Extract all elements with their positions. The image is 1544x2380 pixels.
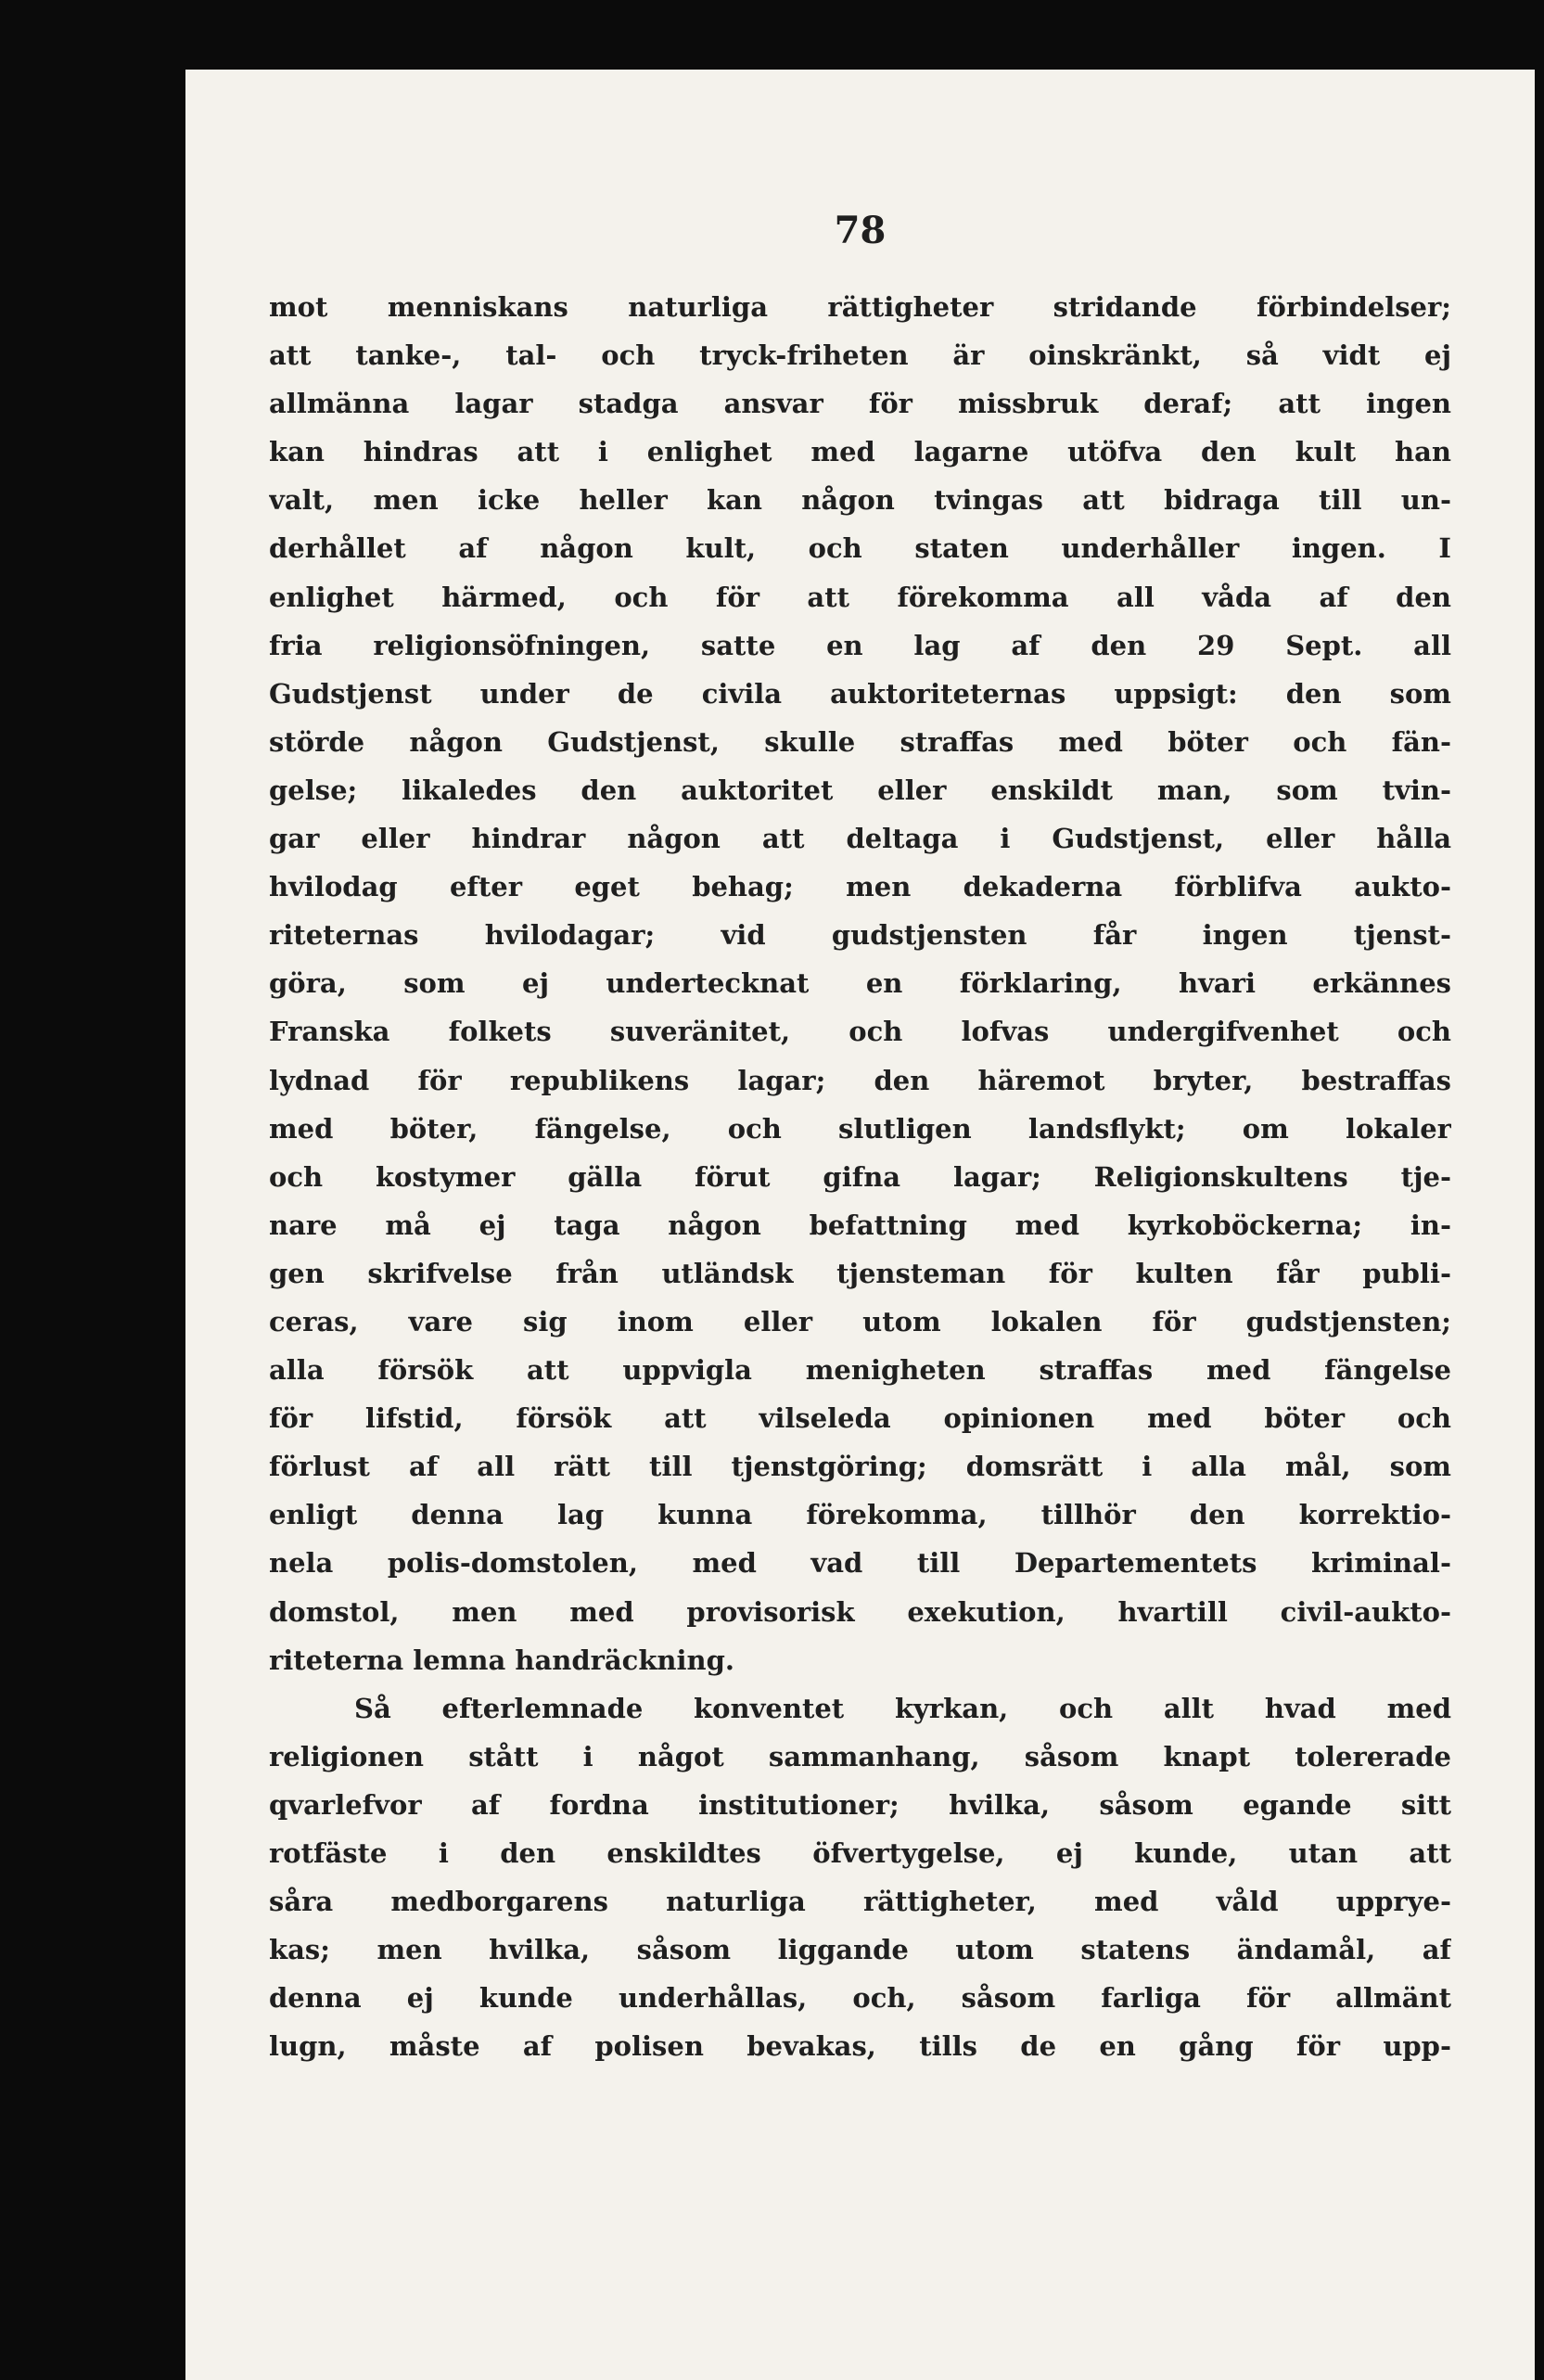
text-line: riteternas hvilodagar; vid gudstjensten får ingen tjenst- xyxy=(269,919,1451,952)
text-line: riteterna lemna handräckning. xyxy=(269,1644,734,1676)
text-line: Franska folkets suveränitet, och lofvas undergifvenhet och xyxy=(269,1016,1451,1048)
text-line: mot menniskans naturliga rättigheter stridande förbindelser; xyxy=(269,291,1451,323)
text-line: och kostymer gälla förut gifna lagar; Religionskultens tje- xyxy=(269,1160,1451,1193)
text-line: valt, men icke heller kan någon tvingas att bidraga till un- xyxy=(269,484,1451,517)
text-line: nela polis-domstolen, med vad till Departementets kriminal- xyxy=(269,1547,1451,1580)
text-line: enlighet härmed, och för att förekomma all våda af den xyxy=(269,581,1451,613)
text-line: denna ej kunde underhållas, och, såsom farliga för allmänt xyxy=(269,1982,1451,2015)
text-line: Så efterlemnade konventet kyrkan, och allt hvad med xyxy=(354,1692,1451,1724)
text-line: qvarlefvor af fordna institutioner; hvilka, såsom egande sitt xyxy=(269,1788,1451,1821)
text-line: Gudstjenst under de civila auktoriteternas uppsigt: den som xyxy=(269,677,1451,710)
text-line: förlust af all rätt till tjenstgöring; domsrätt i alla mål, som xyxy=(269,1451,1451,1483)
text-line: kan hindras att i enlighet med lagarne utöfva den kult han xyxy=(269,436,1451,468)
text-line: rotfäste i den enskildtes öfvertygelse, ej kunde, utan att xyxy=(269,1837,1451,1869)
text-line: alla försök att uppvigla menigheten straffas med fängelse xyxy=(269,1354,1451,1387)
text-line: nare må ej taga någon befattning med kyrkoböckerna; in- xyxy=(269,1209,1451,1241)
text-line: domstol, men med provisorisk exekution, hvartill civil-aukto- xyxy=(269,1595,1451,1628)
body-text xyxy=(269,283,1451,2070)
text-line: kas; men hvilka, såsom liggande utom statens ändamål, af xyxy=(269,1934,1451,1966)
text-line: med böter, fängelse, och slutligen landsflykt; om lokaler xyxy=(269,1112,1451,1145)
text-line: att tanke-, tal- och tryck-friheten är oinskränkt, så vidt ej xyxy=(269,339,1451,372)
text-line: enligt denna lag kunna förekomma, tillhör den korrektio- xyxy=(269,1499,1451,1531)
text-line: för lifstid, försök att vilseleda opinionen med böter och xyxy=(269,1402,1451,1435)
text-line: fria religionsöfningen, satte en lag af den 29 Sept. all xyxy=(269,629,1451,661)
text-line: hvilodag efter eget behag; men dekaderna förblifva aukto- xyxy=(269,871,1451,903)
text-line: derhållet af någon kult, och staten underhåller ingen. I xyxy=(269,532,1451,565)
text-line: såra medborgarens naturliga rättigheter, med våld upprye- xyxy=(269,1886,1451,1918)
text-line: ceras, vare sig inom eller utom lokalen för gudstjensten; xyxy=(269,1305,1451,1337)
text-line: religionen stått i något sammanhang, såsom knapt tolererade xyxy=(269,1740,1451,1772)
text-line: göra, som ej undertecknat en förklaring, hvari erkännes xyxy=(269,967,1451,1000)
text-line: lydnad för republikens lagar; den häremot bryter, bestraffas xyxy=(269,1064,1451,1096)
text-line: gelse; likaledes den auktoritet eller enskildt man, som tvin- xyxy=(269,774,1451,806)
text-line: störde någon Gudstjenst, skulle straffas med böter och fän- xyxy=(269,725,1451,758)
text-line: gen skrifvelse från utländsk tjensteman för kulten får publi- xyxy=(269,1257,1451,1289)
text-line: gar eller hindrar någon att deltaga i Gudstjenst, eller hålla xyxy=(269,823,1451,855)
book-page xyxy=(185,70,1535,2380)
text-line: allmänna lagar stadga ansvar för missbruk deraf; att ingen xyxy=(269,388,1451,420)
page-number: 78 xyxy=(834,209,887,252)
text-line: lugn, måste af polisen bevakas, tills de en gång för upp- xyxy=(269,2030,1451,2063)
